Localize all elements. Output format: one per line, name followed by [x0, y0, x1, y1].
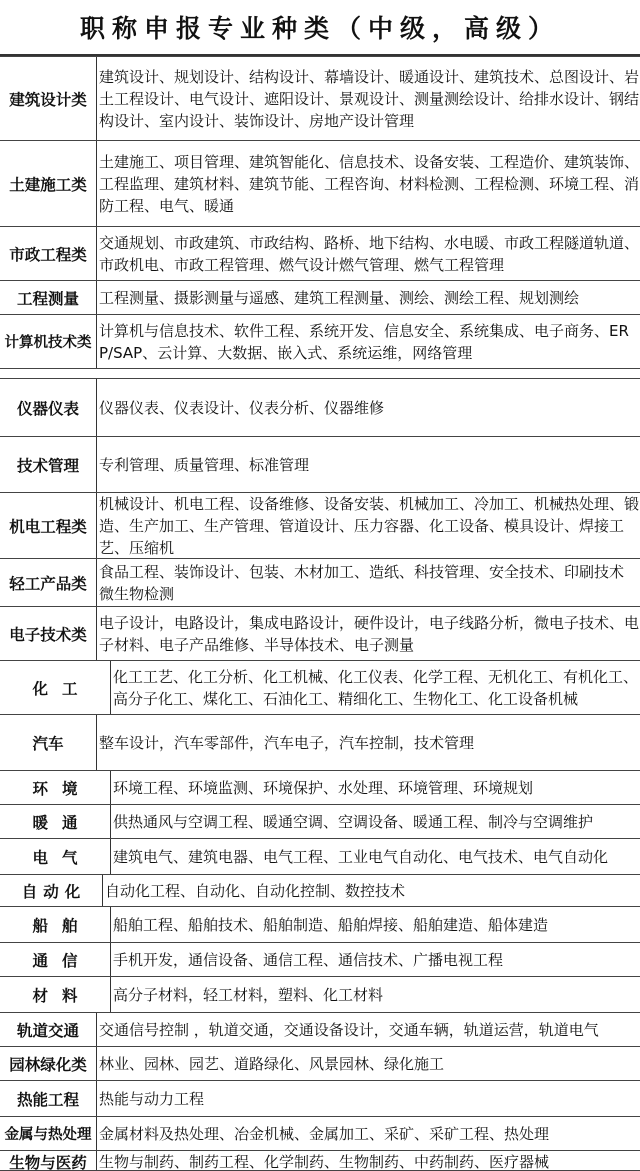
items-text: 林业、园林、园艺、道路绿化、风景园林、绿化施工 [99, 1054, 445, 1073]
items-cell [97, 1047, 640, 1080]
table-row [0, 141, 640, 227]
table-row [0, 1151, 640, 1171]
items-text: 仪器仪表、仪表设计、仪表分析、仪器维修 [99, 398, 385, 417]
items-text: 热能与动力工程 [99, 1089, 205, 1108]
table-row [0, 715, 640, 771]
items-cell [111, 661, 640, 714]
items-text: 土建施工、项目管理、建筑智能化、信息技术、设备安装、工程造价、建筑装饰、工程监理、建筑材料、建筑节能、工程咨询、材料检测、工程检测、环境工程、消防工程、电气、暖通 [99, 152, 640, 215]
category-cell: 金属与热处理 [0, 1117, 97, 1150]
items-cell [97, 1081, 640, 1116]
table-row [0, 661, 640, 715]
items-cell [97, 379, 640, 436]
items-cell [97, 227, 640, 280]
category-cell: 电子技术类 [0, 607, 97, 660]
items-cell [111, 907, 640, 942]
category-cell: 化工 [0, 661, 111, 714]
category-cell: 环境 [0, 771, 111, 804]
category-cell: 轨道交通 [0, 1013, 97, 1046]
items-cell [111, 977, 640, 1012]
items-text: 工程测量、摄影测量与遥感、建筑工程测量、测绘、测绘工程、规划测绘 [99, 288, 580, 307]
table-row [0, 227, 640, 281]
category-cell: 自动化 [0, 875, 103, 906]
items-text: 计算机与信息技术、软件工程、系统开发、信息安全、系统集成、电子商务、ERP/SAP、云计算、大数据、嵌入式、系统运维，网络管理 [99, 321, 629, 362]
table-row [0, 57, 640, 141]
table-row [0, 977, 640, 1013]
items-cell [103, 875, 640, 906]
table-row [0, 875, 640, 907]
items-text: 生物与制药、制药工程、化学制药、生物制药、中药制药、医疗器械 [99, 1153, 550, 1171]
items-text: 化工工艺、化工分析、化工机械、化工仪表、化学工程、无机化工、有机化工、高分子化工、煤化工、石油化工、精细化工、生物化工、化工设备机械 [113, 667, 639, 708]
category-cell: 船舶 [0, 907, 111, 942]
items-text: 机械设计、机电工程、设备维修、设备安装、机械加工、冷加工、机械热处理、锻造、生产加工、生产管理、管道设计、压力容器、化工设备、模具设计、焊接工艺、压缩机 [99, 494, 640, 557]
items-cell [111, 805, 640, 838]
items-cell [97, 57, 640, 140]
table-row [0, 437, 640, 493]
items-text: 建筑设计、规划设计、结构设计、幕墙设计、暖通设计、建筑技术、总图设计、岩土工程设计、电气设计、遮阳设计、景观设计、测量测绘设计、给排水设计、钢结构设计、室内设计、装饰设计、房地产设计管理 [99, 67, 640, 130]
items-text: 环境工程、环境监测、环境保护、水处理、环境管理、环境规划 [113, 778, 534, 797]
items-text: 整车设计，汽车零部件，汽车电子，汽车控制，技术管理 [99, 733, 475, 752]
category-cell: 园林绿化类 [0, 1047, 97, 1080]
items-text: 供热通风与空调工程、暖通空调、空调设备、暖通工程、制冷与空调维护 [113, 812, 594, 831]
items-text: 电子设计，电路设计，集成电路设计，硬件设计，电子线路分析，微电子技术、电子材料、电子产品维修、半导体技术、电子测量 [99, 613, 640, 654]
items-text: 船舶工程、船舶技术、船舶制造、船舶焊接、船舶建造、船体建造 [113, 915, 549, 934]
items-cell [97, 281, 640, 314]
category-cell: 生物与医药 [0, 1151, 97, 1171]
items-text: 建筑电气、建筑电器、电气工程、工业电气自动化、电气技术、电气自动化 [113, 847, 609, 866]
page-title: 职称申报专业种类（中级，高级） [0, 0, 640, 56]
table-section-1 [0, 56, 640, 369]
items-text: 交通规划、市政建筑、市政结构、路桥、地下结构、水电暖、市政工程隧道轨道、市政机电、市政工程管理、燃气设计燃气管理、燃气工程管理 [99, 233, 640, 274]
items-cell [97, 607, 640, 660]
table-row [0, 1013, 640, 1047]
table-row [0, 1081, 640, 1117]
items-cell [97, 1151, 640, 1171]
items-cell [97, 1013, 640, 1046]
items-text: 交通信号控制 ，轨道交通，交通设备设计，交通车辆，轨道运营，轨道电气 [99, 1020, 599, 1039]
items-cell [97, 315, 640, 368]
category-cell: 土建施工类 [0, 141, 97, 226]
category-cell: 电气 [0, 839, 111, 874]
category-cell: 建筑设计类 [0, 57, 97, 140]
category-cell: 机电工程类 [0, 493, 97, 558]
items-cell [97, 1117, 640, 1150]
table-row [0, 607, 640, 661]
table-row [0, 493, 640, 559]
items-text: 高分子材料，轻工材料，塑料、化工材料 [113, 985, 384, 1004]
items-cell [111, 839, 640, 874]
items-cell [111, 943, 640, 976]
items-cell [97, 715, 640, 770]
category-cell: 技术管理 [0, 437, 97, 492]
category-cell: 市政工程类 [0, 227, 97, 280]
table-row [0, 281, 640, 315]
category-cell: 仪器仪表 [0, 379, 97, 436]
table-row [0, 943, 640, 977]
table-row [0, 315, 640, 369]
category-cell: 汽车 [0, 715, 97, 770]
table-row [0, 907, 640, 943]
items-cell [97, 141, 640, 226]
table-row [0, 379, 640, 437]
items-cell [111, 771, 640, 804]
category-cell: 计算机技术类 [0, 315, 97, 368]
category-cell: 材料 [0, 977, 111, 1012]
table-row [0, 1047, 640, 1081]
items-cell [97, 437, 640, 492]
table-row [0, 1117, 640, 1151]
category-cell: 暖通 [0, 805, 111, 838]
items-text: 专利管理、质量管理、标准管理 [99, 455, 310, 474]
items-text: 食品工程、装饰设计、包装、木材加工、造纸、科技管理、安全技术、印刷技术 微生物检测 [99, 562, 625, 603]
category-cell: 通信 [0, 943, 111, 976]
items-cell [97, 559, 640, 606]
category-cell: 工程测量 [0, 281, 97, 314]
table-row [0, 771, 640, 805]
table-row [0, 805, 640, 839]
table-row [0, 559, 640, 607]
category-cell: 轻工产品类 [0, 559, 97, 606]
items-text: 手机开发，通信设备、通信工程、通信技术、广播电视工程 [113, 950, 504, 969]
table-section-2 [0, 378, 640, 1171]
items-text: 自动化工程、自动化、自动化控制、数控技术 [105, 881, 406, 900]
table-row [0, 839, 640, 875]
category-cell: 热能工程 [0, 1081, 97, 1116]
items-cell [97, 493, 640, 558]
items-text: 金属材料及热处理、冶金机械、金属加工、采矿、采矿工程、热处理 [99, 1124, 550, 1143]
